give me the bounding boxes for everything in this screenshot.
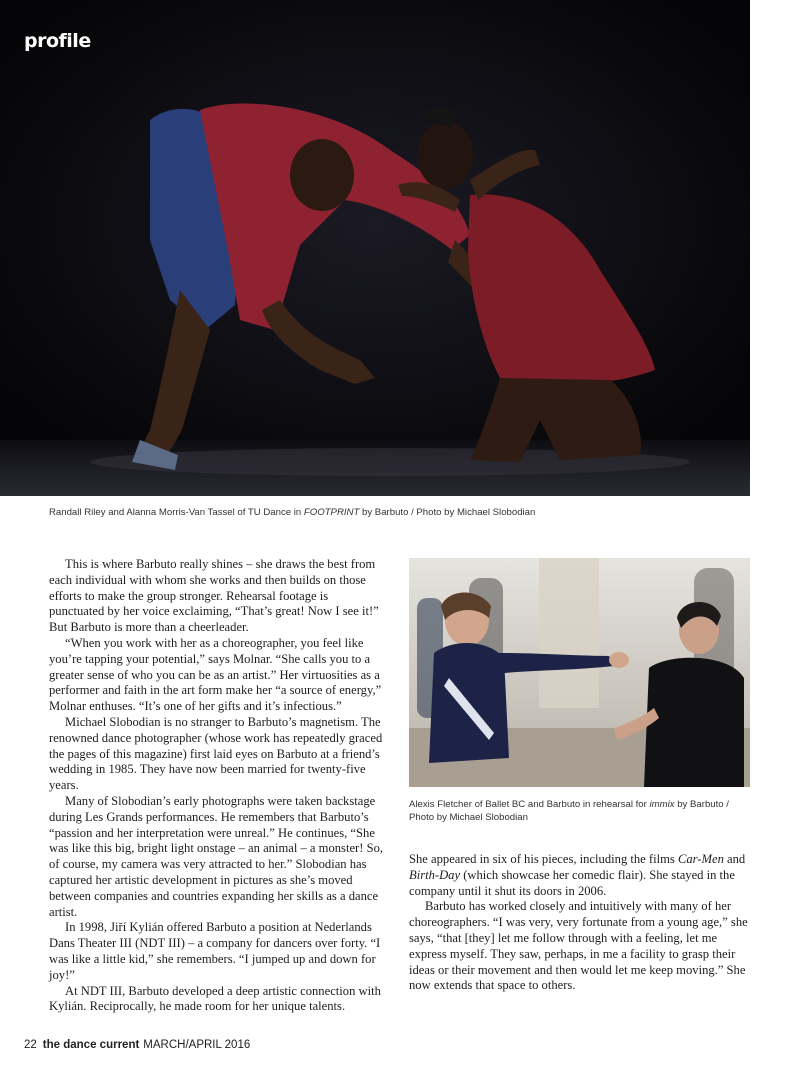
article-paragraph: In 1998, Jiří Kylián offered Barbuto a position at Nederlands Dans Theater III (NDT III) – a company for dancers over forty. “I was like a little kid,” she remembers. “I jumped up and down for joy!” bbox=[49, 920, 381, 982]
article-paragraph: Many of Slobodian’s early photographs were taken backstage during Les Grands performances. He remembers that Barbuto’s “passion and her interpretation were unreal.” He continues, “She was like this big, bright light onstage – an animal – a monster! So, of course, my camera was very attracted to her.” Slobodian has captured her artistic development in pictures as she’s moved between companies and countries expanding her skills as a dance artist. bbox=[49, 793, 384, 919]
article-right-column bbox=[409, 852, 750, 994]
film-title: Car-Men bbox=[677, 852, 724, 866]
hero-photo-illustration bbox=[0, 0, 750, 496]
hero-photo-caption bbox=[49, 507, 749, 518]
inset-photo-caption bbox=[409, 799, 754, 824]
film-title: Birth-Day bbox=[409, 867, 461, 882]
hero-caption-text: Randall Riley and Alanna Morris-Van Tassel of TU Dance in bbox=[49, 507, 304, 518]
article-text: (which showcase her comedic flair). She stayed in the company until it shut its doors in 2006. bbox=[409, 867, 735, 898]
issue-date: MARCH/APRIL 2016 bbox=[143, 1039, 251, 1051]
article-text: and bbox=[723, 852, 746, 866]
inset-caption-credit: by Barbuto / Photo by Michael Slobodian bbox=[409, 799, 729, 823]
article-paragraph: At NDT III, Barbuto developed a deep artistic connection with Kylián. Reciprocally, he made room for her unique talents. bbox=[49, 983, 381, 1014]
page-footer bbox=[24, 1039, 250, 1051]
hero-caption-work-title: FOOTPRINT bbox=[303, 507, 360, 518]
article-text: She appeared in six of his pieces, including the films bbox=[409, 852, 678, 866]
inset-caption-text: Alexis Fletcher of Ballet BC and Barbuto in rehearsal for bbox=[409, 799, 650, 810]
inset-photo-illustration bbox=[409, 558, 750, 787]
inset-photo bbox=[409, 558, 750, 787]
magazine-name: the dance current bbox=[42, 1039, 140, 1051]
article-paragraph: Barbuto has worked closely and intuitively with many of her choreographers. “I was very, very fortunate from a young age,” she says, “that [they] let me follow through with a feeling, let me express myself. They saw, perhaps, in me a facility to grasp their ideas or their movement and then would let me keep moving.” She now extends that space to others. bbox=[409, 899, 748, 993]
page-number: 22 bbox=[24, 1039, 37, 1051]
article-paragraph: Michael Slobodian is no stranger to Barbuto’s magnetism. The renowned dance photographer (whose work has repeatedly graced the pages of this magazine) first laid eyes on Barbuto at a friend’s wedding in 1985. They have now been married for twenty-five years. bbox=[49, 714, 383, 793]
article-paragraph: “When you work with her as a choreographer, you feel like you’re tapping your potential,” says Molnar. “She calls you to a greater sense of who you can be as an artist.” Her virtuosities as a performer and faith in the art form make her “a source of energy,” Molnar enthuses. “It’s one of her gifts and it’s infectious.” bbox=[49, 635, 382, 714]
article-paragraph bbox=[409, 852, 750, 899]
article-left-column bbox=[49, 557, 385, 1015]
hero-caption-credit: by Barbuto / Photo by Michael Slobodian bbox=[359, 507, 536, 518]
inset-caption-work-title: immix bbox=[649, 799, 675, 810]
article-paragraph: This is where Barbuto really shines – she draws the best from each individual with whom she works and then builds on those efforts to make the group stronger. Rehearsal footage is punctuated by her voice exclaiming, “That’s great! Now I see it!” But Barbuto is more than a cheerleader. bbox=[49, 557, 379, 635]
section-label: profile bbox=[24, 30, 91, 52]
hero-photo bbox=[0, 0, 750, 496]
